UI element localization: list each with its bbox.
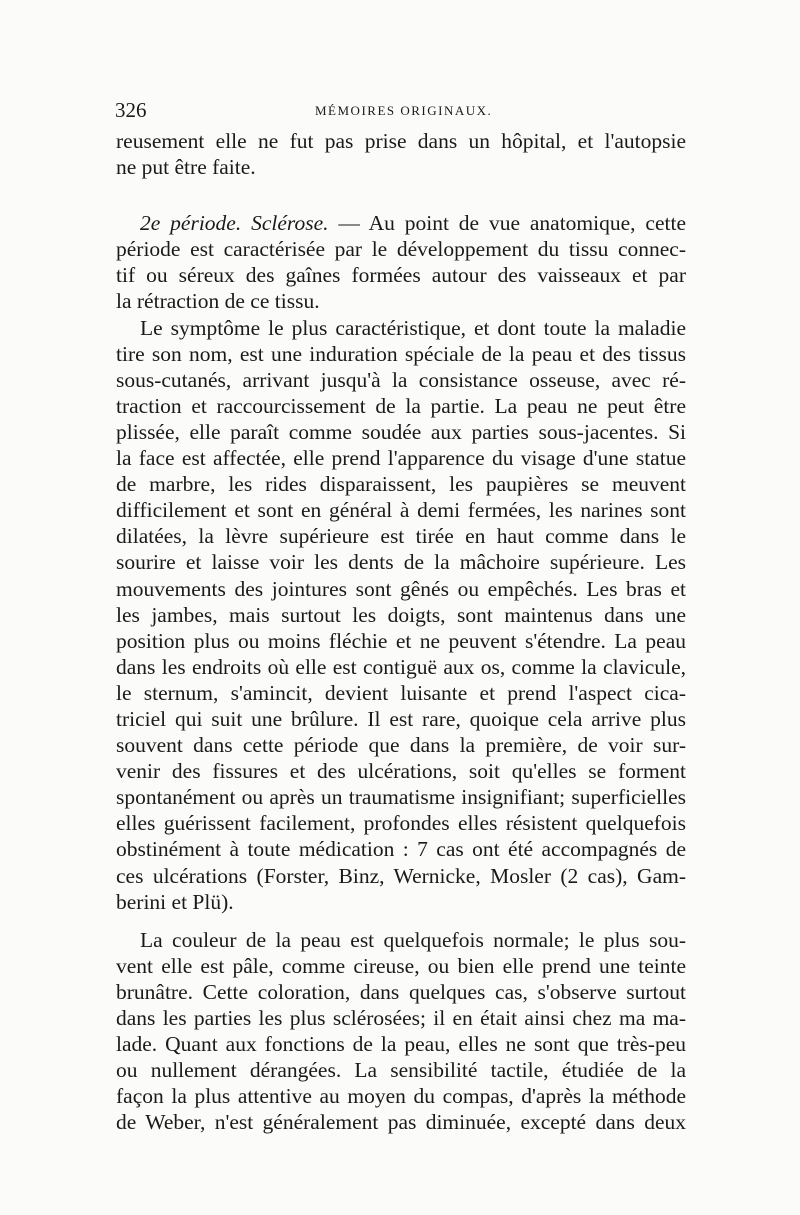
text-line: sous-cutanés, arrivant jusqu'à la consistance osseuse, avec ré- [116,367,686,392]
text-line: période est caractérisée par le développement du tissu connec- [116,237,686,262]
text-line: obstinément à toute médication : 7 cas ont été accompagnés de [116,837,686,862]
text-line: spontanément ou après un traumatisme insignifiant; superficielles [116,785,686,810]
text-line: tire son nom, est une induration spéciale de la peau et des tissus [116,341,686,366]
text-line: plissée, elle paraît comme soudée aux parties sous-jacentes. Si [116,419,686,444]
text-line: dans les endroits où elle est contiguë aux os, comme la clavicule, [116,654,686,679]
text-line: la rétraction de ce tissu. [116,289,320,314]
text-line: la face est affectée, elle prend l'apparence du visage d'une statue [116,446,686,471]
text-run: — Au point de vue anatomique, cette [328,211,686,236]
text-line: le sternum, s'amincit, devient luisante et prend l'aspect cica- [116,680,686,705]
text-line: de marbre, les rides disparaissent, les paupières se meuvent [116,472,686,497]
section-heading: 2e période. Sclérose. [140,211,329,236]
paragraph [116,927,686,1136]
paragraph-gap [116,180,686,210]
paragraph [116,128,686,180]
text-line: de Weber, n'est généralement pas diminuée, excepté dans deux [116,1110,686,1135]
text-line [116,210,686,236]
page-number: 326 [115,98,147,122]
text-line: sourire et laisse voir les dents de la mâchoire supérieure. Les [116,550,686,575]
text-line: brunâtre. Cette coloration, dans quelques cas, s'observe surtout [116,979,686,1004]
text-line: les jambes, mais surtout les doigts, sont maintenus dans une [116,602,686,627]
text-line: mouvements des jointures sont gênés ou empêchés. Les bras et [116,576,686,601]
paragraph [116,315,686,915]
text-line: souvent dans cette période que dans la première, de voir sur- [116,733,686,758]
text-line: ces ulcérations (Forster, Binz, Wernicke, Mosler (2 cas), Gam- [116,863,686,888]
paragraph [116,210,686,314]
text-line: lade. Quant aux fonctions de la peau, elles ne sont que très-peu [116,1032,686,1057]
text-line: ne put être faite. [116,155,256,180]
text-line: position plus ou moins fléchie et ne peuvent s'étendre. La peau [116,628,686,653]
text-line: triciel qui suit une brûlure. Il est rare, quoique cela arrive plus [116,706,686,731]
text-line: Le symptôme le plus caractéristique, et dont toute la maladie [140,315,686,340]
paragraph-gap [116,915,686,927]
text-line: difficilement et sont en général à demi fermées, les narines sont [116,498,686,523]
text-line: reusement elle ne fut pas prise dans un hôpital, et l'autopsie [116,129,686,153]
text-line: venir des fissures et des ulcérations, soit qu'elles se forment [116,759,686,784]
text-line: traction et raccourcissement de la partie. La peau ne peut être [116,393,686,418]
page-header [115,98,685,128]
text-line: La couleur de la peau est quelquefois normale; le plus sou- [140,927,686,952]
body-text [116,128,686,1135]
text-line: ou nullement dérangées. La sensibilité tactile, étudiée de la [116,1058,686,1083]
text-line: tif ou séreux des gaînes formées autour des vaisseaux et par [116,263,686,288]
text-line: elles guérissent facilement, profondes elles résistent quelquefois [116,811,686,836]
text-line: dilatées, la lèvre supérieure est tirée en haut comme dans le [116,524,686,549]
running-title: MÉMOIRES ORIGINAUX. [315,103,493,118]
text-line: dans les parties les plus sclérosées; il en était ainsi chez ma ma- [116,1006,686,1030]
text-line: berini et Plü). [116,889,234,914]
text-line: vent elle est pâle, comme cireuse, ou bien elle prend une teinte [116,953,686,978]
text-line: façon la plus attentive au moyen du compas, d'après la méthode [116,1084,686,1109]
